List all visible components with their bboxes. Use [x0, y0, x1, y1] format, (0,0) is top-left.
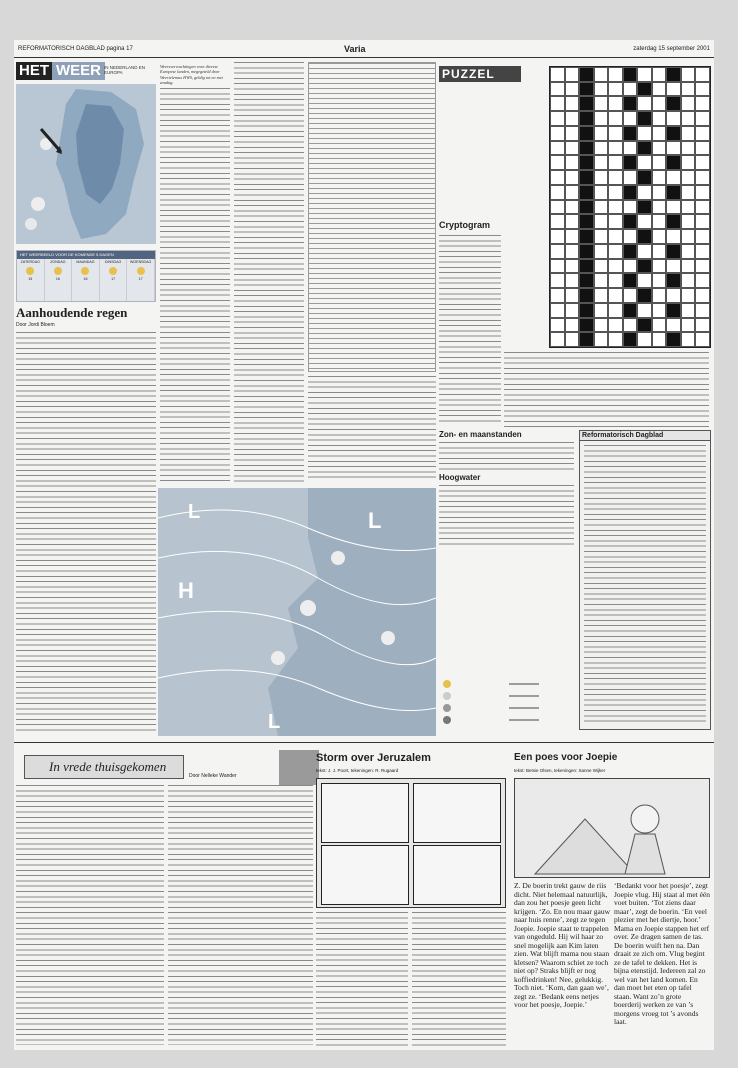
crossword-cell[interactable]: [695, 200, 710, 215]
crossword-cell[interactable]: [695, 67, 710, 82]
crossword-cell[interactable]: [623, 67, 638, 82]
crossword-cell[interactable]: [652, 214, 667, 229]
crossword-cell[interactable]: [579, 96, 594, 111]
forecast-header: HET WEERBEELD VOOR DE KOMENDE 5 DAGEN: [17, 251, 155, 259]
crossword-cell[interactable]: [681, 332, 696, 347]
crossword-cell[interactable]: [652, 200, 667, 215]
crossword-cell[interactable]: [608, 155, 623, 170]
crossword-cell[interactable]: [623, 259, 638, 274]
crossword-cell[interactable]: [608, 229, 623, 244]
crossword-cell[interactable]: [652, 229, 667, 244]
crossword-cell[interactable]: [565, 318, 580, 333]
crossword-cell[interactable]: [681, 244, 696, 259]
crossword-cell[interactable]: [565, 288, 580, 303]
high-tide-title: Hoogwater: [439, 473, 481, 482]
puzzle-header: PUZZEL: [439, 66, 521, 82]
crossword-cell[interactable]: [695, 141, 710, 156]
crossword-cell[interactable]: [550, 318, 565, 333]
crossword-cell[interactable]: [666, 332, 681, 347]
crossword-cell[interactable]: [579, 111, 594, 126]
crossword-cell[interactable]: [565, 244, 580, 259]
story-title: In vrede thuisgekomen: [24, 755, 184, 779]
crossword-cell[interactable]: [550, 259, 565, 274]
crossword-cell[interactable]: [579, 126, 594, 141]
crossword-cell[interactable]: [666, 303, 681, 318]
crossword-cell[interactable]: [695, 170, 710, 185]
crossword-cell[interactable]: [623, 303, 638, 318]
crossword-cell[interactable]: [652, 318, 667, 333]
crossword-cell[interactable]: [623, 96, 638, 111]
crossword-cell[interactable]: [594, 259, 609, 274]
crossword-cell[interactable]: [666, 200, 681, 215]
kids-story-col2: ‘Bedankt voor het poesje’, zegt Joepie vlug. Hij staat al met één voet buiten. ‘Tot ziens daar maar’, zegt de boerin. ‘En veel plezier met het diertje, hoor.’ Mama en Joepie stappen het erf over. Ze dragen samen de tas. De boerin wuift hen na. Dan draait ze zich om. Vlug begint ze de tafel te dekken. Het is bijna etenstijd. Iedereen zal zo wel van het land komen. En dan moet het eten op tafel staan. Want zo’n grote boerderij werken ze van ’s morgens vroeg tot ’s avonds laat.: [614, 882, 710, 1026]
crossword-cell[interactable]: [550, 96, 565, 111]
crossword-cell[interactable]: [550, 67, 565, 82]
crossword-cell[interactable]: [666, 318, 681, 333]
crossword-cell[interactable]: [666, 126, 681, 141]
map-legend: [439, 676, 569, 738]
section-title: Varia: [344, 44, 366, 54]
crossword-cell[interactable]: [637, 170, 652, 185]
crossword-cell[interactable]: [681, 303, 696, 318]
crossword-cell[interactable]: [681, 170, 696, 185]
girl-cat-drawing: [515, 779, 711, 879]
crossword-cell[interactable]: [681, 141, 696, 156]
five-day-forecast: [16, 250, 156, 302]
crossword-cell[interactable]: [608, 288, 623, 303]
crossword-cell[interactable]: [695, 155, 710, 170]
crossword-cell[interactable]: [681, 318, 696, 333]
crossword-cell[interactable]: [623, 141, 638, 156]
crossword-clues: [504, 352, 709, 427]
crossword-cell[interactable]: [608, 111, 623, 126]
crossword-cell[interactable]: [695, 332, 710, 347]
crossword-cell[interactable]: [550, 141, 565, 156]
crossword-cell[interactable]: [579, 332, 594, 347]
crossword-cell[interactable]: [652, 303, 667, 318]
crossword-cell[interactable]: [637, 141, 652, 156]
crossword-cell[interactable]: [579, 141, 594, 156]
kids-story-title: Een poes voor Joepie: [514, 752, 618, 763]
crossword-cell[interactable]: [623, 155, 638, 170]
crossword-cell[interactable]: [637, 111, 652, 126]
svg-text:L: L: [188, 501, 201, 523]
weather-text-3: [308, 376, 436, 482]
forecast-day: ZONDAG 16: [45, 259, 73, 301]
newspaper-page: [14, 40, 714, 1050]
crossword-cell[interactable]: [637, 155, 652, 170]
forecast-day: ZATERDAG 15: [17, 259, 45, 301]
crossword-cell[interactable]: [652, 126, 667, 141]
crossword-cell[interactable]: [681, 82, 696, 97]
crossword-cell[interactable]: [550, 155, 565, 170]
sun-icon: [54, 267, 62, 275]
crossword-cell[interactable]: [666, 96, 681, 111]
crossword-cell[interactable]: [608, 273, 623, 288]
crossword-cell[interactable]: [695, 244, 710, 259]
crossword-cell[interactable]: [623, 273, 638, 288]
crossword-cell[interactable]: [666, 185, 681, 200]
crossword-cell[interactable]: [652, 273, 667, 288]
logo-het: HET: [16, 62, 52, 80]
crossword-cell[interactable]: [623, 82, 638, 97]
crossword-cell[interactable]: [623, 229, 638, 244]
crossword-cell[interactable]: [681, 259, 696, 274]
crossword-cell[interactable]: [579, 67, 594, 82]
crossword-cell[interactable]: [594, 170, 609, 185]
crossword-cell[interactable]: [637, 273, 652, 288]
crossword-cell[interactable]: [565, 259, 580, 274]
crossword-cell[interactable]: [594, 126, 609, 141]
crossword-cell[interactable]: [550, 200, 565, 215]
crossword-cell[interactable]: [594, 332, 609, 347]
crossword-cell[interactable]: [681, 185, 696, 200]
crossword-cell[interactable]: [637, 126, 652, 141]
crossword-cell[interactable]: [695, 96, 710, 111]
crossword-cell[interactable]: [594, 288, 609, 303]
crossword-cell[interactable]: [637, 318, 652, 333]
high-tide-text: [439, 485, 574, 545]
crossword-cell[interactable]: [652, 170, 667, 185]
article-byline: Door Jordi Bloem: [16, 322, 55, 328]
crossword-cell[interactable]: [666, 141, 681, 156]
crossword-cell[interactable]: [681, 155, 696, 170]
crossword-cell[interactable]: [550, 170, 565, 185]
crossword-cell[interactable]: [666, 288, 681, 303]
crossword-cell[interactable]: [681, 229, 696, 244]
crossword-cell[interactable]: [652, 244, 667, 259]
map-illustration: [16, 84, 156, 244]
crossword-cell[interactable]: [652, 96, 667, 111]
crossword-cell[interactable]: [695, 185, 710, 200]
article-title: Aanhoudende regen: [16, 305, 128, 320]
article-body-text: [16, 332, 156, 732]
crossword-cell[interactable]: [666, 155, 681, 170]
crossword-cell[interactable]: [652, 155, 667, 170]
crossword-cell[interactable]: [579, 288, 594, 303]
crossword-cell[interactable]: [550, 229, 565, 244]
crossword-cell[interactable]: [565, 273, 580, 288]
crossword-cell[interactable]: [695, 126, 710, 141]
sun-moon-text: [439, 442, 574, 472]
crossword-cell[interactable]: [681, 126, 696, 141]
crossword-cell[interactable]: [666, 229, 681, 244]
crossword-cell[interactable]: [608, 244, 623, 259]
crossword-cell[interactable]: [695, 318, 710, 333]
crossword-cell[interactable]: [623, 214, 638, 229]
sun-icon: [137, 267, 145, 275]
crossword-cell[interactable]: [623, 185, 638, 200]
isobar-map: [158, 488, 436, 736]
crossword-cell[interactable]: [681, 200, 696, 215]
crossword-cell[interactable]: [594, 185, 609, 200]
crossword-cell[interactable]: [652, 185, 667, 200]
crossword-cell[interactable]: [637, 288, 652, 303]
crossword-cell[interactable]: [681, 96, 696, 111]
crossword-cell[interactable]: [565, 200, 580, 215]
crossword-cell[interactable]: [565, 229, 580, 244]
crossword-cell[interactable]: [695, 303, 710, 318]
crossword-cell[interactable]: [579, 318, 594, 333]
crossword-cell[interactable]: [550, 273, 565, 288]
crossword-cell[interactable]: [594, 141, 609, 156]
cryptogram-title: Cryptogram: [439, 220, 491, 230]
colophon-box: [579, 430, 711, 730]
cryptogram-clues: [439, 235, 501, 425]
crossword-cell[interactable]: [623, 244, 638, 259]
crossword-cell[interactable]: [637, 82, 652, 97]
crossword-cell[interactable]: [681, 214, 696, 229]
crossword-cell[interactable]: [695, 288, 710, 303]
crossword-cell[interactable]: [608, 259, 623, 274]
crossword-cell[interactable]: [594, 318, 609, 333]
crossword-cell[interactable]: [608, 185, 623, 200]
crossword-cell[interactable]: [550, 111, 565, 126]
weather-intro: Weersverwachtingen voor diverse Europese landen, megegeteld door Weertelemax HWS, geldig tot en met zondag.: [160, 64, 223, 85]
sun-icon: [81, 267, 89, 275]
crossword-cell[interactable]: [695, 229, 710, 244]
crossword-cell[interactable]: [652, 288, 667, 303]
crossword-cell[interactable]: [608, 214, 623, 229]
crossword-cell[interactable]: [579, 303, 594, 318]
crossword-cell[interactable]: [594, 303, 609, 318]
page-header: [14, 44, 714, 58]
kids-story-col1: Z. De boerin trekt gauw de riis dicht. Niet helemaal natuurlijk, dan zou het poesje geen licht krijgen. ‘Zo. En nou maar gauw naar huis renne’, zegt ze tegen Joepie. Joepie staat te trappelen van ongeduld. Hij wil haar zo snel mogelijk aan Kim laten zien. Wat blijft mama nou staan kletsen? Waarom schiet ze toch niet op? Straks blijft er nog koffiedrinken! Nee, gelukkig. Toch niet. ‘Kom, dan gaan we’, zegt ze. ‘Bedank eens netjes voor het poesje, Joepie.’: [514, 882, 610, 1009]
crossword-cell[interactable]: [579, 229, 594, 244]
crossword-cell[interactable]: [579, 155, 594, 170]
crossword-cell[interactable]: [666, 244, 681, 259]
crossword-cell[interactable]: [565, 111, 580, 126]
crossword-cell[interactable]: [623, 332, 638, 347]
crossword-cell[interactable]: [594, 111, 609, 126]
crossword-cell[interactable]: [608, 67, 623, 82]
crossword-cell[interactable]: [579, 200, 594, 215]
crossword-cell[interactable]: [579, 185, 594, 200]
crossword-cell[interactable]: [579, 170, 594, 185]
crossword-cell[interactable]: [594, 200, 609, 215]
crossword-cell[interactable]: [681, 288, 696, 303]
crossword-cell[interactable]: [652, 82, 667, 97]
crossword-grid[interactable]: [549, 66, 711, 348]
crossword-cell[interactable]: [623, 288, 638, 303]
comic-title: Storm over Jeruzalem: [316, 752, 431, 764]
crossword-cell[interactable]: [637, 259, 652, 274]
crossword-cell[interactable]: [550, 126, 565, 141]
crossword-cell[interactable]: [608, 318, 623, 333]
netherlands-weather-map: [16, 84, 156, 244]
section-divider: [14, 742, 714, 743]
crossword-cell[interactable]: [550, 214, 565, 229]
crossword-cell[interactable]: [565, 96, 580, 111]
crossword-cell[interactable]: [652, 141, 667, 156]
crossword-cell[interactable]: [565, 82, 580, 97]
crossword-cell[interactable]: [565, 170, 580, 185]
header-left: REFORMATORISCH DAGBLAD pagina 17: [18, 46, 133, 52]
crossword-cell[interactable]: [623, 200, 638, 215]
forecast-day: DINSDAG 17: [100, 259, 128, 301]
crossword-cell[interactable]: [695, 273, 710, 288]
crossword-cell[interactable]: [637, 229, 652, 244]
crossword-cell[interactable]: [608, 126, 623, 141]
crossword-cell[interactable]: [550, 244, 565, 259]
crossword-cell[interactable]: [623, 170, 638, 185]
crossword-cell[interactable]: [608, 200, 623, 215]
crossword-cell[interactable]: [565, 155, 580, 170]
crossword-cell[interactable]: [608, 170, 623, 185]
story-column-2: [168, 785, 313, 1045]
crossword-cell[interactable]: [623, 126, 638, 141]
crossword-cell[interactable]: [565, 126, 580, 141]
crossword-cell[interactable]: [594, 214, 609, 229]
europe-weather-map: [158, 488, 436, 736]
crossword-cell[interactable]: [637, 185, 652, 200]
crossword-cell[interactable]: [681, 111, 696, 126]
crossword-cell[interactable]: [637, 214, 652, 229]
crossword-cell[interactable]: [695, 111, 710, 126]
crossword-cell[interactable]: [666, 273, 681, 288]
crossword-cell[interactable]: [637, 200, 652, 215]
forecast-day: WOENSDAG 17: [127, 259, 155, 301]
crossword-cell[interactable]: [579, 244, 594, 259]
crossword-cell[interactable]: [565, 214, 580, 229]
crossword-cell[interactable]: [666, 214, 681, 229]
comic-byline: tekst: J. J. Poort, tekeningen: R. Rugaard: [316, 768, 399, 773]
crossword-cell[interactable]: [594, 67, 609, 82]
crossword-cell[interactable]: [637, 67, 652, 82]
crossword-cell[interactable]: [608, 332, 623, 347]
crossword-cell[interactable]: [623, 111, 638, 126]
kids-story-byline: tekst: Betsie Olsen, tekeningen: Sanne Wijker: [514, 768, 606, 773]
crossword-cell[interactable]: [550, 82, 565, 97]
crossword-cell[interactable]: [652, 111, 667, 126]
crossword-cell[interactable]: [550, 288, 565, 303]
crossword-cell[interactable]: [565, 332, 580, 347]
crossword-cell[interactable]: [579, 273, 594, 288]
legend-icons: [439, 676, 569, 738]
story-column-1: [16, 785, 164, 1045]
europe-weather-text-2: [234, 62, 304, 482]
crossword-cell[interactable]: [550, 332, 565, 347]
crossword-cell[interactable]: [579, 214, 594, 229]
crossword-cell[interactable]: [666, 170, 681, 185]
crossword-cell[interactable]: [550, 303, 565, 318]
sun-icon: [109, 267, 117, 275]
crossword-cell[interactable]: [594, 82, 609, 97]
sun-icon: [26, 267, 34, 275]
colophon-title: Reformatorisch Dagblad: [580, 431, 710, 441]
crossword-cell[interactable]: [594, 96, 609, 111]
crossword-cell[interactable]: [637, 96, 652, 111]
crossword-cell[interactable]: [666, 259, 681, 274]
weather-logo: [16, 62, 156, 82]
crossword-cell[interactable]: [565, 303, 580, 318]
crossword-cell[interactable]: [681, 273, 696, 288]
crossword-cell[interactable]: [594, 229, 609, 244]
crossword-cell[interactable]: [608, 141, 623, 156]
temperature-table: [308, 62, 436, 372]
crossword-cell[interactable]: [565, 67, 580, 82]
crossword-cell[interactable]: [608, 82, 623, 97]
crossword-cell[interactable]: [695, 214, 710, 229]
sun-moon-title: Zon- en maanstanden: [439, 430, 522, 439]
crossword-cell[interactable]: [565, 185, 580, 200]
logo-weer: WEER: [52, 62, 105, 80]
svg-text:L: L: [368, 508, 382, 533]
weather-subtitle: IN NEDERLAND EN EUROPA: [104, 65, 146, 75]
comic-strip: [316, 778, 506, 908]
comic-text-1: [316, 912, 408, 1047]
svg-text:H: H: [178, 578, 194, 603]
crossword-cell[interactable]: [579, 259, 594, 274]
header-date: zaterdag 15 september 2001: [633, 46, 710, 52]
story-byline: Door Nelleke Wander: [189, 773, 237, 779]
crossword-cell[interactable]: [637, 303, 652, 318]
comic-text-2: [412, 912, 506, 1047]
crossword-cell[interactable]: [608, 96, 623, 111]
crossword-cell[interactable]: [681, 67, 696, 82]
crossword-cell[interactable]: [666, 82, 681, 97]
crossword-cell[interactable]: [623, 318, 638, 333]
crossword-cell[interactable]: [637, 332, 652, 347]
crossword-cell[interactable]: [695, 82, 710, 97]
crossword-cell[interactable]: [579, 82, 594, 97]
crossword-cell[interactable]: [652, 259, 667, 274]
forecast-day: MAANDAG 16: [72, 259, 100, 301]
crossword-cell[interactable]: [550, 185, 565, 200]
crossword-cell[interactable]: [695, 259, 710, 274]
crossword-cell[interactable]: [652, 332, 667, 347]
europe-weather-text: [160, 88, 230, 483]
crossword-cell[interactable]: [594, 273, 609, 288]
crossword-cell[interactable]: [652, 67, 667, 82]
crossword-cell[interactable]: [594, 244, 609, 259]
crossword-cell[interactable]: [594, 155, 609, 170]
crossword-cell[interactable]: [666, 111, 681, 126]
author-photo: [279, 750, 319, 785]
svg-text:L: L: [268, 711, 281, 733]
kids-story-illustration: [514, 778, 710, 878]
crossword-cell[interactable]: [666, 67, 681, 82]
crossword-cell[interactable]: [637, 244, 652, 259]
crossword-cell[interactable]: [565, 141, 580, 156]
crossword-cell[interactable]: [608, 303, 623, 318]
